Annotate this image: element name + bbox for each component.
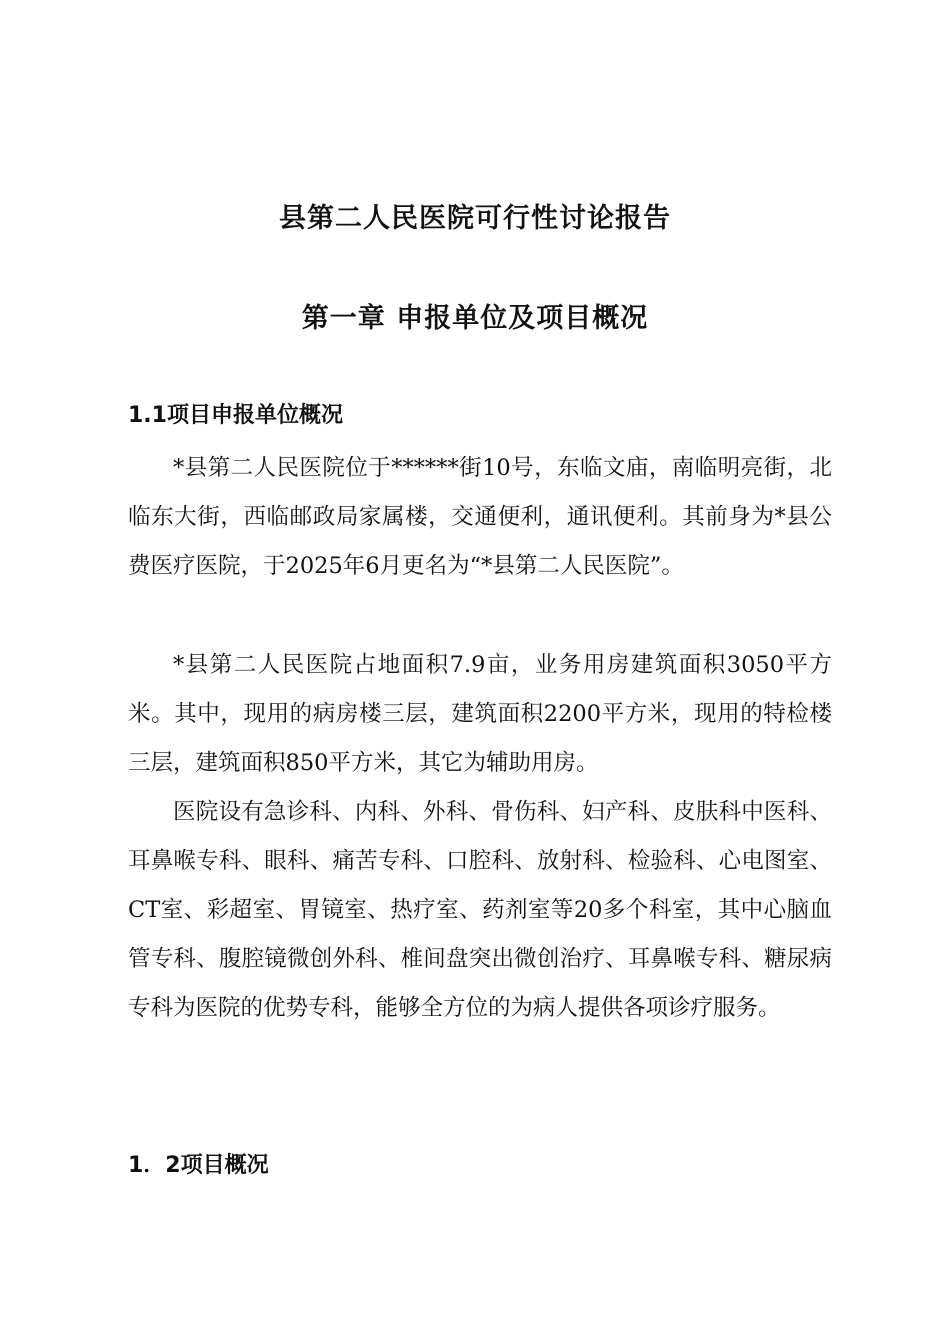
paragraph-area: *县第二人民医院占地面积7.9亩，业务用房建筑面积3050平方米。其中，现用的病房楼三层，建筑面积2200平方米，现用的特检楼三层，建筑面积850平方米，其它为辅助用房。 <box>128 652 832 776</box>
paragraph-location: *县第二人民医院位于******街10号，东临文庙，南临明亮街，北临东大街，西临邮政局家属楼，交通便利，通讯便利。其前身为*县公费医疗医院，于2025年6月更名为“*县第二人民医院”。 <box>128 455 832 579</box>
section-heading-1-2: 1．2项目概况 <box>128 1153 269 1178</box>
section-heading-1-1: 1.1项目申报单位概况 <box>128 403 343 428</box>
chapter-title: 第一章 申报单位及项目概况 <box>301 303 649 334</box>
paragraph-departments: 医院设有急诊科、内科、外科、骨伤科、妇产科、皮肤科中医科、耳鼻喉专科、眼科、痛苦专科、口腔科、放射科、检验科、心电图室、CT室、彩超室、胃镜室、热疗室、药剂室等20多个科室，其中心脑血管专科、腹腔镜微创外科、椎间盘突出微创治疗、耳鼻喉专科、糖尿病专科为医院的优势专科，能够全方位的为病人提供各项诊疗服务。 <box>128 799 832 1021</box>
document-title: 县第二人民医院可行性讨论报告 <box>279 203 671 234</box>
